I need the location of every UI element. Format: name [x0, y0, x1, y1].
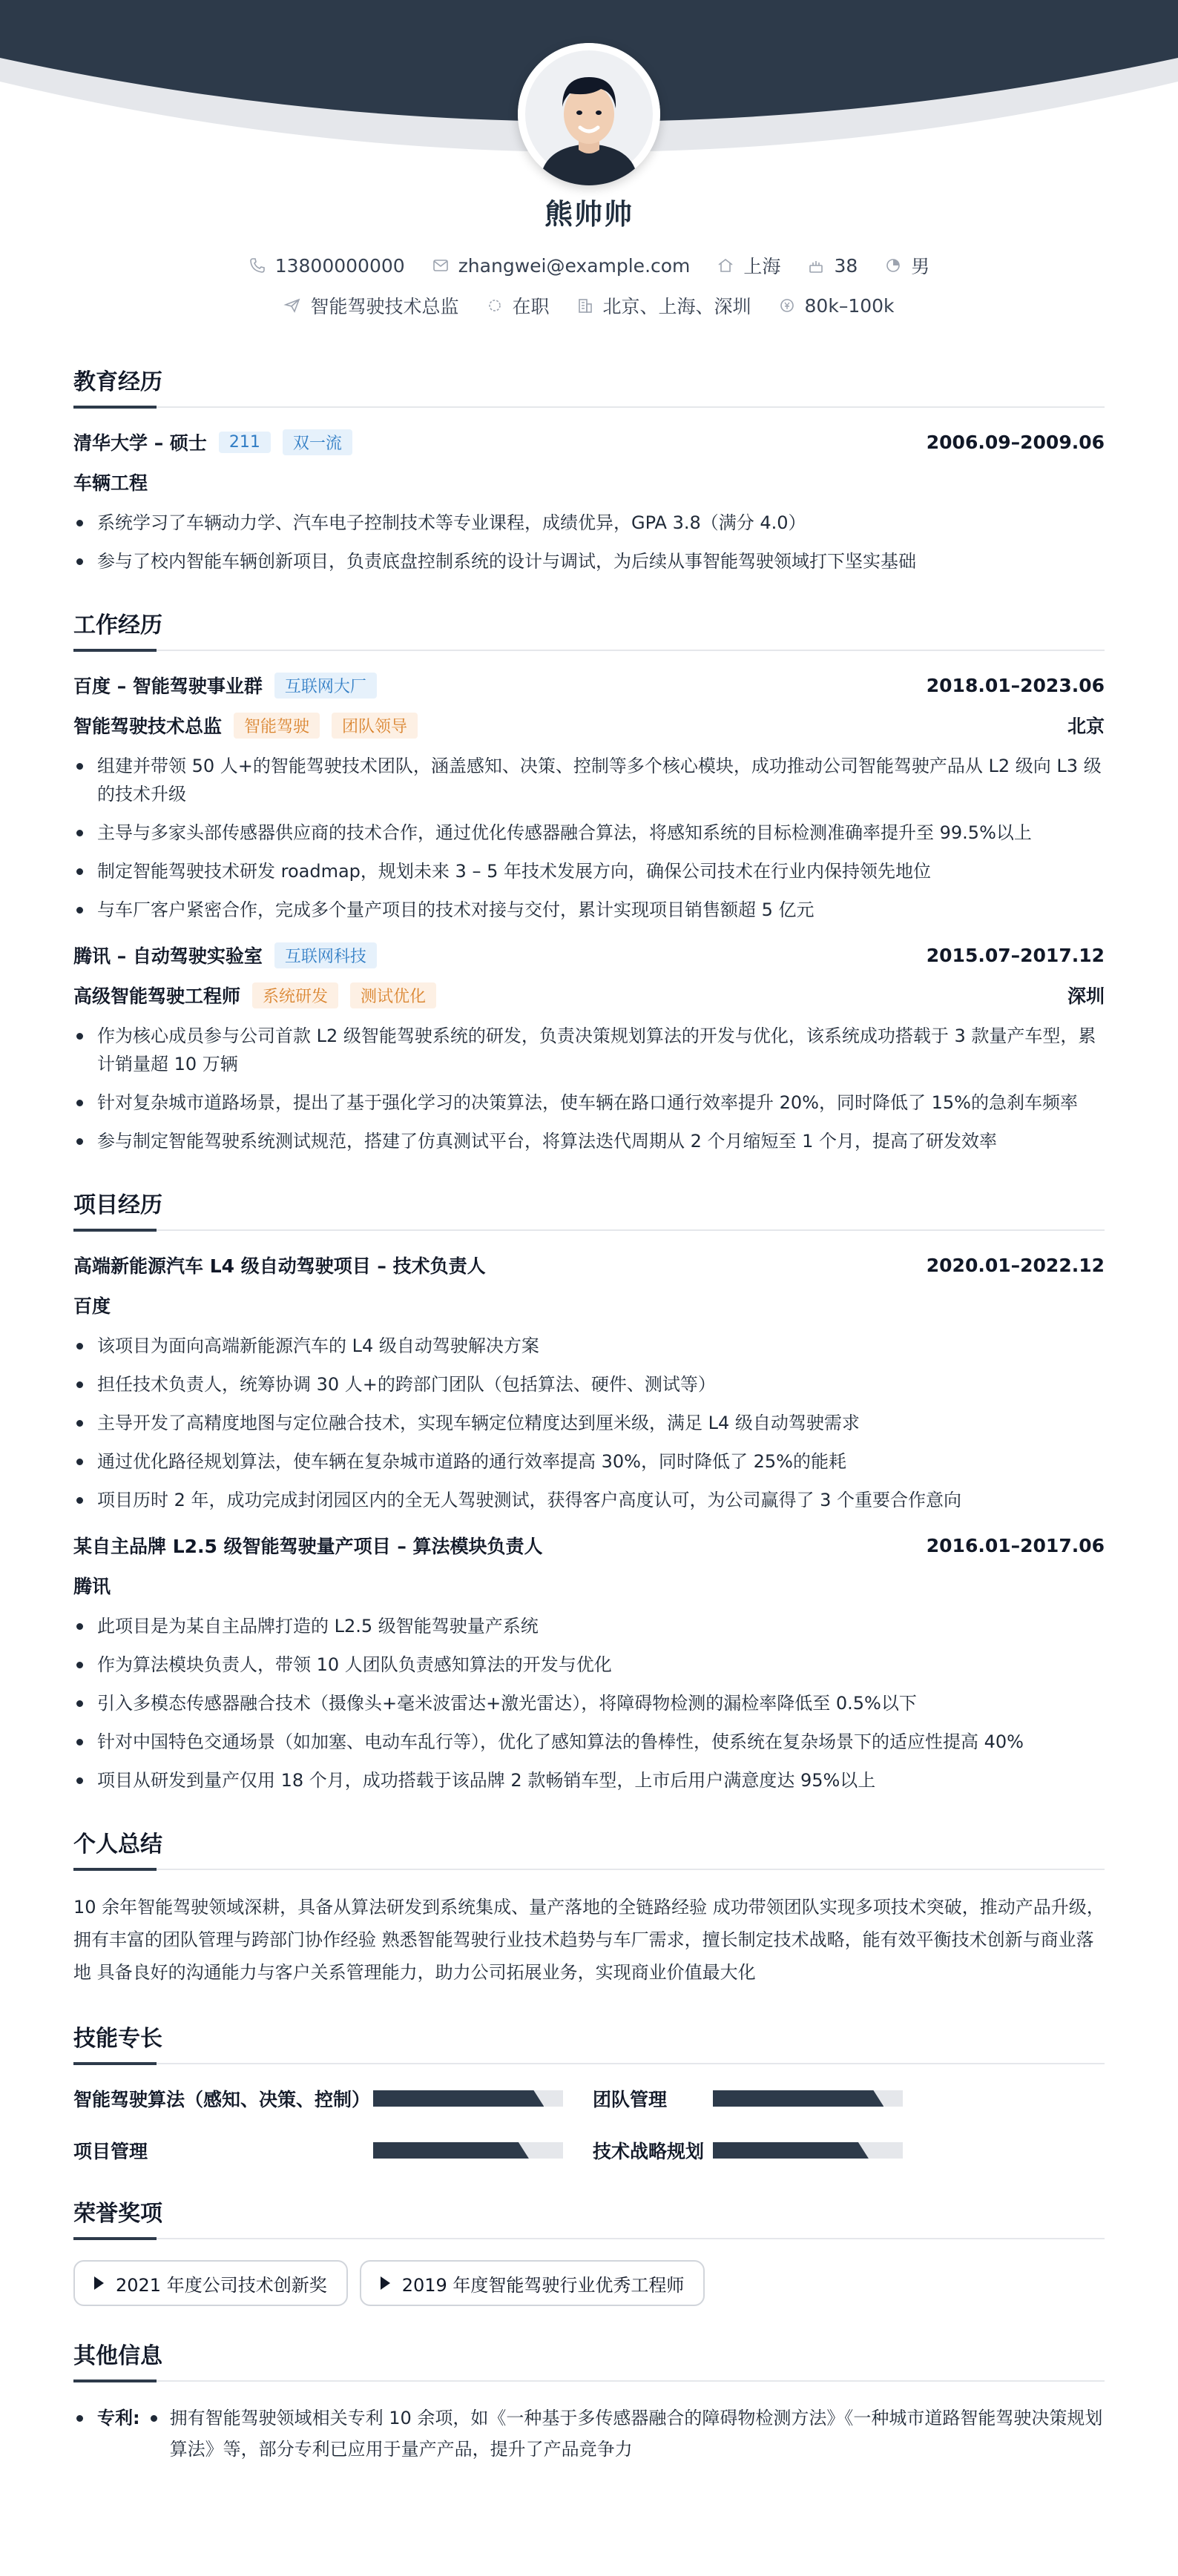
play-triangle-icon [94, 2276, 104, 2290]
list-item: 通过优化路径规划算法，使车辆在复杂城市道路的通行效率提高 30%，同时降低了 25%的能耗 [73, 1447, 1105, 1476]
resume-body [73, 363, 1105, 2496]
award-label: 2019 年度智能驾驶行业优秀工程师 [401, 2274, 685, 2296]
building-icon [576, 297, 594, 314]
contact-phone: 13800000000 [249, 255, 405, 277]
work-city: 深圳 [1067, 985, 1105, 1007]
position-tag: 测试优化 [350, 982, 436, 1008]
list-item: 主导与多家头部传感器供应商的技术合作，通过优化传感器融合算法，将感知系统的目标检测准确率提升至 99.5%以上 [73, 819, 1105, 847]
list-item: 作为算法模块负责人，带领 10 人团队负责感知算法的开发与优化 [73, 1651, 1105, 1679]
play-triangle-icon [381, 2276, 390, 2290]
education-bullets [73, 509, 1105, 575]
project-name: 高端新能源汽车 L4 级自动驾驶项目 – 技术负责人 [73, 1255, 486, 1277]
work-position-row [73, 712, 1105, 739]
company-name: 百度 – 智能驾驶事业群 [73, 676, 263, 697]
projects-section [73, 1186, 1105, 1794]
skill-item [73, 2137, 593, 2164]
work-company-row [73, 672, 1105, 699]
work-bullets [73, 1022, 1105, 1155]
skill-name: 智能驾驶算法（感知、决策、控制） [73, 2089, 371, 2110]
list-item: 参与了校内智能车辆创新项目，负责底盘控制系统的设计与调试，为后续从事智能驾驶领域打下坚实基础 [73, 547, 1105, 575]
contact-age: 38 [807, 255, 858, 277]
contact-email: zhangwei@example.com [432, 255, 691, 277]
list-item: 组建并带领 50 人+的智能驾驶技术团队，涵盖感知、决策、控制等多个核心模块，成功推动公司智能驾驶产品从 L2 级向 L3 级的技术升级 [73, 752, 1105, 808]
education-date: 2006.09–2009.06 [926, 431, 1105, 453]
work-entry [73, 672, 1105, 924]
project-org: 百度 [73, 1295, 111, 1317]
project-org: 腾讯 [73, 1576, 111, 1597]
work-city: 北京 [1067, 716, 1105, 737]
work-company-row [73, 942, 1105, 968]
position-name: 高级智能驾驶工程师 [73, 985, 241, 1007]
contact-target-cities: 北京、上海、深圳 [576, 292, 751, 319]
summary-text: 10 余年智能驾驶领域深耕，具备从算法研发到系统集成、量产落地的全链路经验 成功带领团队实现多项技术突破，推动产品升级，拥有丰富的团队管理与跨部门协作经验 熟悉智能驾驶行业技术趋势与车厂需求，擅长制定技术战略，能有效平衡技术创新与商业落地 具备良好的沟通能力与客户关系管理能力，助力公司拓展业务，实现商业价值最大化 [73, 1897, 1105, 1983]
list-item: 项目历时 2 年，成功完成封闭园区内的全无人驾驶测试，获得客户高度认可，为公司赢得了 3 个重要合作意向 [73, 1486, 1105, 1514]
project-date: 2020.01–2022.12 [926, 1254, 1105, 1276]
skill-item [73, 2085, 593, 2112]
project-bullets [73, 1332, 1105, 1514]
position-tag: 智能驾驶 [234, 713, 320, 739]
mail-icon [432, 257, 450, 274]
position-tag: 系统研发 [252, 982, 338, 1008]
phone-icon [249, 257, 266, 274]
home-icon [717, 257, 734, 274]
list-item: 系统学习了车辆动力学、汽车电子控制技术等专业课程，成绩优异，GPA 3.8（满分 4.0） [73, 509, 1105, 537]
skill-item [593, 2085, 1105, 2112]
company-tag: 互联网大厂 [274, 673, 377, 699]
awards-list [73, 2260, 1105, 2306]
award-item [73, 2260, 348, 2306]
skill-fill [713, 2090, 884, 2107]
project-entry [73, 1532, 1105, 1794]
school-tag: 双一流 [283, 429, 352, 455]
project-name: 某自主品牌 L2.5 级智能驾驶量产项目 – 算法模块负责人 [73, 1536, 543, 1557]
project-entry [73, 1252, 1105, 1514]
contact-row-job [0, 292, 1178, 319]
avatar [518, 43, 660, 185]
section-title-education: 教育经历 [73, 363, 1105, 408]
skill-fill [373, 2142, 529, 2159]
list-item: 项目从研发到量产仅用 18 个月，成功搭载于该品牌 2 款畅销车型，上市后用户满意度达 95%以上 [73, 1766, 1105, 1794]
other-info-text: 拥有智能驾驶领域相关专利 10 余项，如《一种基于多传感器融合的障碍物检测方法》《一种城市道路智能驾驶决策规划算法》等，部分专利已应用于量产产品，提升了产品竞争力 [140, 2402, 1105, 2465]
list-item: 引入多模态传感器融合技术（摄像头+毫米波雷达+激光雷达），将障碍物检测的漏检率降低至 0.5%以下 [73, 1689, 1105, 1717]
skills-grid [73, 2085, 1105, 2164]
contact-status: 在职 [486, 292, 550, 319]
section-title-work: 工作经历 [73, 607, 1105, 651]
section-title-awards: 荣誉奖项 [73, 2195, 1105, 2239]
work-date: 2018.01–2023.06 [926, 674, 1105, 696]
skill-name: 项目管理 [73, 2141, 148, 2162]
company-name: 腾讯 – 自动驾驶实验室 [73, 945, 263, 967]
list-item: 参与制定智能驾驶系统测试规范，搭建了仿真测试平台，将算法迭代周期从 2 个月缩短至 1 个月，提高了研发效率 [73, 1127, 1105, 1155]
work-section [73, 607, 1105, 1155]
project-header-row [73, 1532, 1105, 1559]
skill-bar [713, 2090, 903, 2107]
project-header-row [73, 1252, 1105, 1278]
project-date: 2016.01–2017.06 [926, 1534, 1105, 1556]
list-item: 此项目是为某自主品牌打造的 L2.5 级智能驾驶量产系统 [73, 1612, 1105, 1640]
position-tag: 团队领导 [332, 713, 418, 739]
gender-icon [884, 257, 902, 274]
skill-fill [373, 2090, 544, 2107]
list-item: 针对中国特色交通场景（如加塞、电动车乱行等），优化了感知算法的鲁棒性，使系统在复杂场景下的适应性提高 40% [73, 1728, 1105, 1756]
position-name: 智能驾驶技术总监 [73, 716, 223, 737]
list-item: 该项目为面向高端新能源汽车的 L4 级自动驾驶解决方案 [73, 1332, 1105, 1360]
summary-section [73, 1826, 1105, 1989]
list-item: 作为核心成员参与公司首款 L2 级智能驾驶系统的研发，负责决策规划算法的开发与优化，该系统成功搭载于 3 款量产车型，累计销量超 10 万辆 [73, 1022, 1105, 1078]
skill-bar [373, 2090, 563, 2107]
other-section [73, 2337, 1105, 2465]
skill-name: 技术战略规划 [593, 2141, 705, 2162]
education-major: 车辆工程 [73, 472, 148, 494]
education-header-row [73, 429, 1105, 455]
contact-target-position: 智能驾驶技术总监 [283, 292, 458, 319]
skill-item [593, 2137, 1105, 2164]
list-item: 制定智能驾驶技术研发 roadmap，规划未来 3 – 5 年技术发展方向，确保公司技术在行业内保持领先地位 [73, 857, 1105, 885]
work-date: 2015.07–2017.12 [926, 944, 1105, 966]
list-item: 与车厂客户紧密合作，完成多个量产项目的技术对接与交付，累计实现项目销售额超 5 亿元 [73, 896, 1105, 924]
section-title-projects: 项目经历 [73, 1186, 1105, 1231]
salary-icon [778, 297, 796, 314]
age-icon [807, 257, 825, 274]
section-title-skills: 技能专长 [73, 2020, 1105, 2064]
project-bullets [73, 1612, 1105, 1794]
work-bullets [73, 752, 1105, 924]
contact-city: 上海 [717, 252, 780, 279]
skill-fill [713, 2142, 869, 2159]
contact-gender: 男 [884, 252, 929, 279]
awards-section [73, 2195, 1105, 2306]
section-title-other: 其他信息 [73, 2337, 1105, 2382]
skill-bar [373, 2142, 563, 2159]
work-entry [73, 942, 1105, 1155]
send-icon [283, 297, 301, 314]
school-name: 清华大学 – 硕士 [73, 432, 207, 454]
list-item: 针对复杂城市道路场景，提出了基于强化学习的决策算法，使车辆在路口通行效率提升 20%，同时降低了 15%的急刹车频率 [73, 1089, 1105, 1117]
contact-row-basic [0, 252, 1178, 279]
other-info-label: 专利: [73, 2402, 140, 2465]
education-section [73, 363, 1105, 575]
work-position-row [73, 982, 1105, 1008]
list-item: 担任技术负责人，统筹协调 30 人+的跨部门团队（包括算法、硬件、测试等） [73, 1370, 1105, 1398]
other-info-item [73, 2402, 1105, 2465]
company-tag: 互联网科技 [274, 942, 377, 968]
status-icon [486, 297, 504, 314]
skills-section [73, 2020, 1105, 2164]
list-item: 主导开发了高精度地图与定位融合技术，实现车辆定位精度达到厘米级，满足 L4 级自动驾驶需求 [73, 1409, 1105, 1437]
contact-salary: 80k–100k [778, 295, 895, 317]
skill-bar [713, 2142, 903, 2159]
school-tag: 211 [219, 432, 271, 453]
section-title-summary: 个人总结 [73, 1826, 1105, 1870]
candidate-name: 熊帅帅 [544, 198, 634, 231]
award-label: 2021 年度公司技术创新奖 [116, 2274, 327, 2296]
skill-name: 团队管理 [593, 2089, 668, 2110]
award-item [360, 2260, 705, 2306]
